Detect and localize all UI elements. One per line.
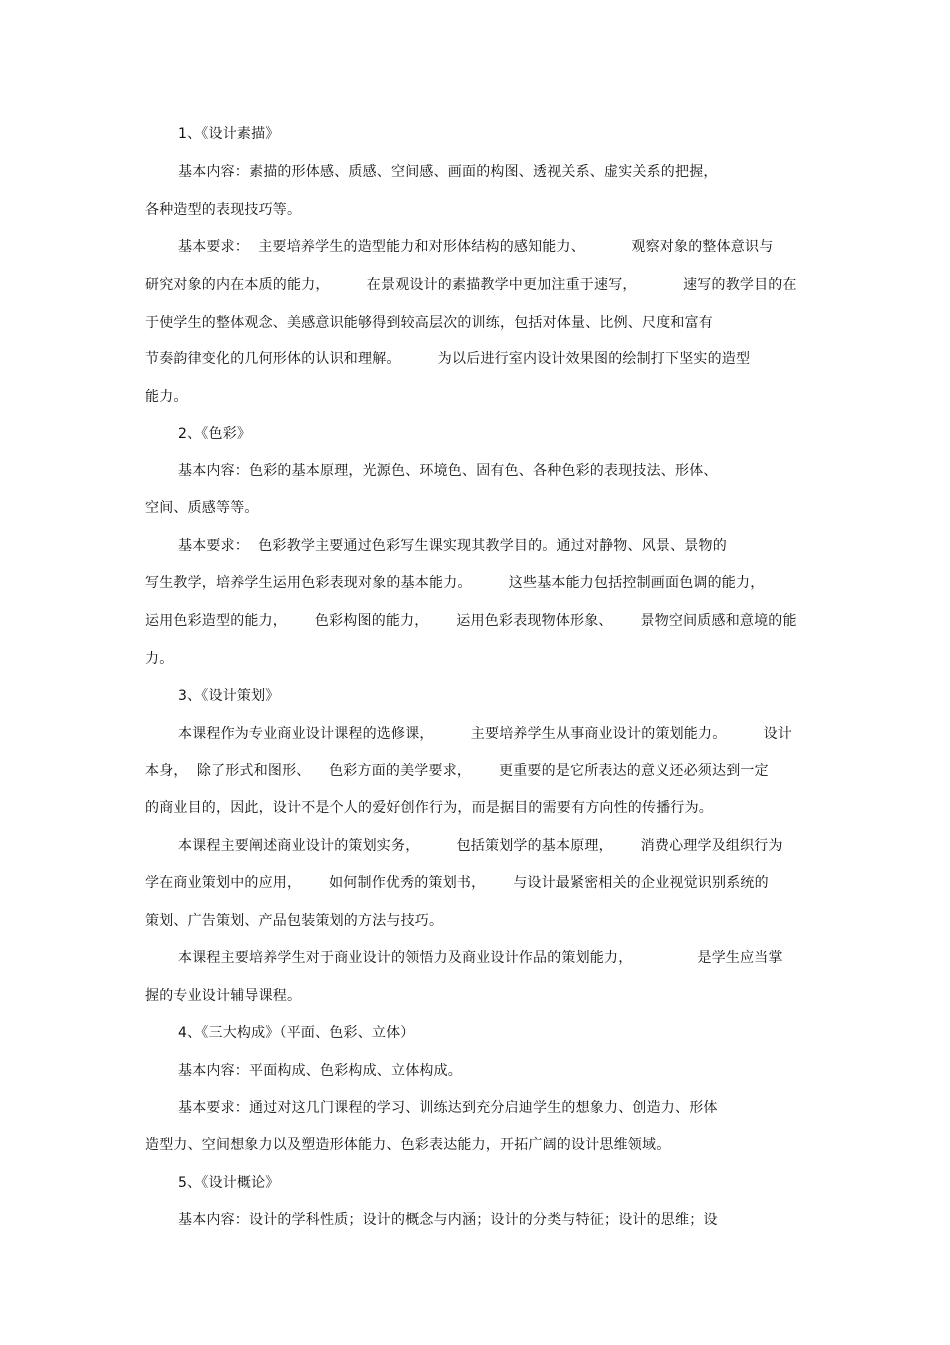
paragraph-line: 本课程作为专业商业设计课程的选修课， 主要培养学生从事商业设计的策划能力。 设计: [178, 726, 793, 742]
paragraph-line: 基本内容：设计的学科性质；设计的概念与内涵；设计的分类与特征；设计的思维；设: [178, 1212, 718, 1228]
paragraph-line: 能力。: [145, 389, 188, 405]
paragraph-line: 本身， 除了形式和图形、 色彩方面的美学要求， 更重要的是它所表达的意义还必须达到一定: [145, 763, 769, 779]
paragraph-line: 基本要求： 主要培养学生的造型能力和对形体结构的感知能力、 观察对象的整体意识与: [178, 239, 774, 255]
heading-color: 2、《色彩》: [178, 426, 252, 442]
paragraph-line: 的商业目的，因此，设计不是个人的爱好创作行为，而是据目的需要有方向性的传播行为。: [145, 800, 713, 816]
paragraph-line: 学在商业策划中的应用， 如何制作优秀的策划书， 与设计最紧密相关的企业视觉识别系统的: [145, 875, 769, 891]
paragraph-line: 基本要求：通过对这几门课程的学习、训练达到充分启迪学生的想象力、创造力、形体: [178, 1100, 718, 1116]
paragraph-line: 本课程主要培养学生对于商业设计的领悟力及商业设计作品的策划能力， 是学生应当掌: [178, 950, 783, 966]
heading-design-introduction: 5、《设计概论》: [178, 1175, 280, 1191]
paragraph-line: 基本内容：色彩的基本原理，光源色、环境色、固有色、各种色彩的表现技法、形体、: [178, 463, 718, 479]
heading-design-planning: 3、《设计策划》: [178, 688, 280, 704]
paragraph-line: 写生教学，培养学生运用色彩表现对象的基本能力。 这些基本能力包括控制画面色调的能力，: [145, 575, 765, 591]
paragraph-line: 基本内容：素描的形体感、质感、空间感、画面的构图、透视关系、虚实关系的把握，: [178, 164, 718, 180]
paragraph-line: 力。: [145, 651, 174, 667]
paragraph-line: 空间、质感等等。: [145, 500, 259, 516]
paragraph-line: 基本内容：平面构成、色彩构成、立体构成。: [178, 1063, 462, 1079]
paragraph-line: 运用色彩造型的能力， 色彩构图的能力， 运用色彩表现物体形象、 景物空间质感和意境的能: [145, 613, 797, 629]
paragraph-line: 本课程主要阐述商业设计的策划实务， 包括策划学的基本原理， 消费心理学及组织行为: [178, 838, 783, 854]
paragraph-line: 节奏韵律变化的几何形体的认识和理解。 为以后进行室内设计效果图的绘制打下坚实的造型: [145, 351, 751, 367]
paragraph-line: 基本要求： 色彩教学主要通过色彩写生课实现其教学目的。通过对静物、风景、景物的: [178, 538, 727, 554]
paragraph-line: 于使学生的整体观念、美感意识能够得到较高层次的训练，包括对体量、比例、尺度和富有: [145, 315, 713, 331]
paragraph-line: 造型力、空间想象力以及塑造形体能力、色彩表达能力，开拓广阔的设计思维领域。: [145, 1137, 671, 1153]
paragraph-line: 研究对象的内在本质的能力， 在景观设计的素描教学中更加注重于速写， 速写的教学目的在: [145, 277, 797, 293]
heading-design-sketch: 1、《设计素描》: [178, 126, 280, 142]
paragraph-line: 各种造型的表现技巧等。: [145, 202, 302, 218]
paragraph-line: 握的专业设计辅导课程。: [145, 988, 302, 1004]
paragraph-line: 策划、广告策划、产品包装策划的方法与技巧。: [145, 913, 444, 929]
heading-three-compositions: 4、《三大构成》（平面、色彩、立体）: [178, 1025, 415, 1041]
